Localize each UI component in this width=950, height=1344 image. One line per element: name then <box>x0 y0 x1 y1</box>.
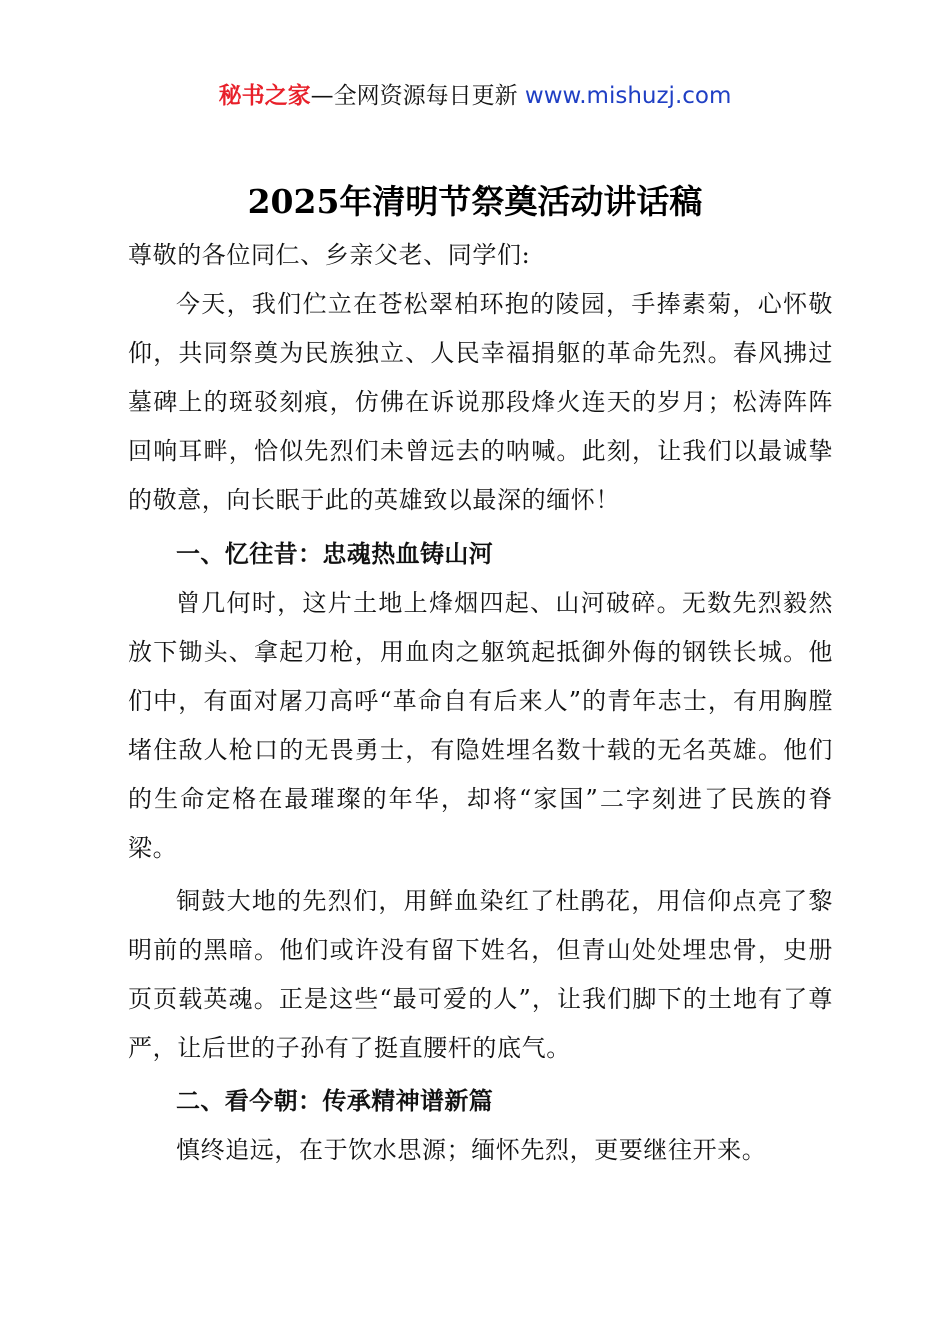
greeting-line <box>128 231 833 280</box>
paragraph-text: 今天，我们伫立在苍松翠柏环抱的陵园，手捧素菊，心怀敬仰，共同祭奠为民族独立、人民幸福捐躯的革命先烈。春风拂过墓碑上的斑驳刻痕，仿佛在诉说那段烽火连天的岁月；松涛阵阵回响耳畔，恰似先烈们未曾远去的呐喊。此刻，让我们以最诚挚的敬意，向长眠于此的英雄致以最深的缅怀！ <box>128 290 833 514</box>
paragraph-3 <box>128 877 833 1073</box>
header-tagline: —全网资源每日更新 <box>310 83 518 109</box>
paragraph-text: 铜鼓大地的先烈们，用鲜血染红了杜鹃花，用信仰点亮了黎明前的黑暗。他们或许没有留下姓名，但青山处处埋忠骨，史册页页载英魂。正是这些“最可爱的人”，让我们脚下的土地有了尊严，让后世的子孙有了挺直腰杆的底气。 <box>128 887 833 1062</box>
paragraph-text: 曾几何时，这片土地上烽烟四起、山河破碎。无数先烈毅然放下锄头、拿起刀枪，用血肉之躯筑起抵御外侮的钢铁长城。他们中，有面对屠刀高呼“革命自有后来人”的青年志士，有用胸膛堵住敌人枪口的无畏勇士，有隐姓埋名数十载的无名英雄。他们的生命定格在最璀璨的年华，却将“家国”二字刻进了民族的脊梁。 <box>128 589 833 862</box>
brand-name: 秘书之家 <box>218 83 311 109</box>
paragraph-2 <box>128 579 833 873</box>
section-heading-text: 二、看今朝：传承精神谱新篇 <box>176 1087 494 1115</box>
paragraph-1 <box>128 280 833 525</box>
document-title: 2025年清明节祭奠活动讲话稿 <box>247 182 703 221</box>
section-heading-text: 一、忆往昔：忠魂热血铸山河 <box>176 540 494 568</box>
paragraph-4 <box>128 1126 833 1175</box>
site-url: www.mishuzj.com <box>524 83 732 109</box>
site-header <box>0 80 950 112</box>
greeting-text: 尊敬的各位同仁、乡亲父老、同学们: <box>128 241 531 269</box>
section-1-heading <box>128 530 833 579</box>
paragraph-text: 慎终追远，在于饮水思源；缅怀先烈，更要继往开来。 <box>176 1136 767 1164</box>
section-2-heading <box>128 1077 833 1126</box>
